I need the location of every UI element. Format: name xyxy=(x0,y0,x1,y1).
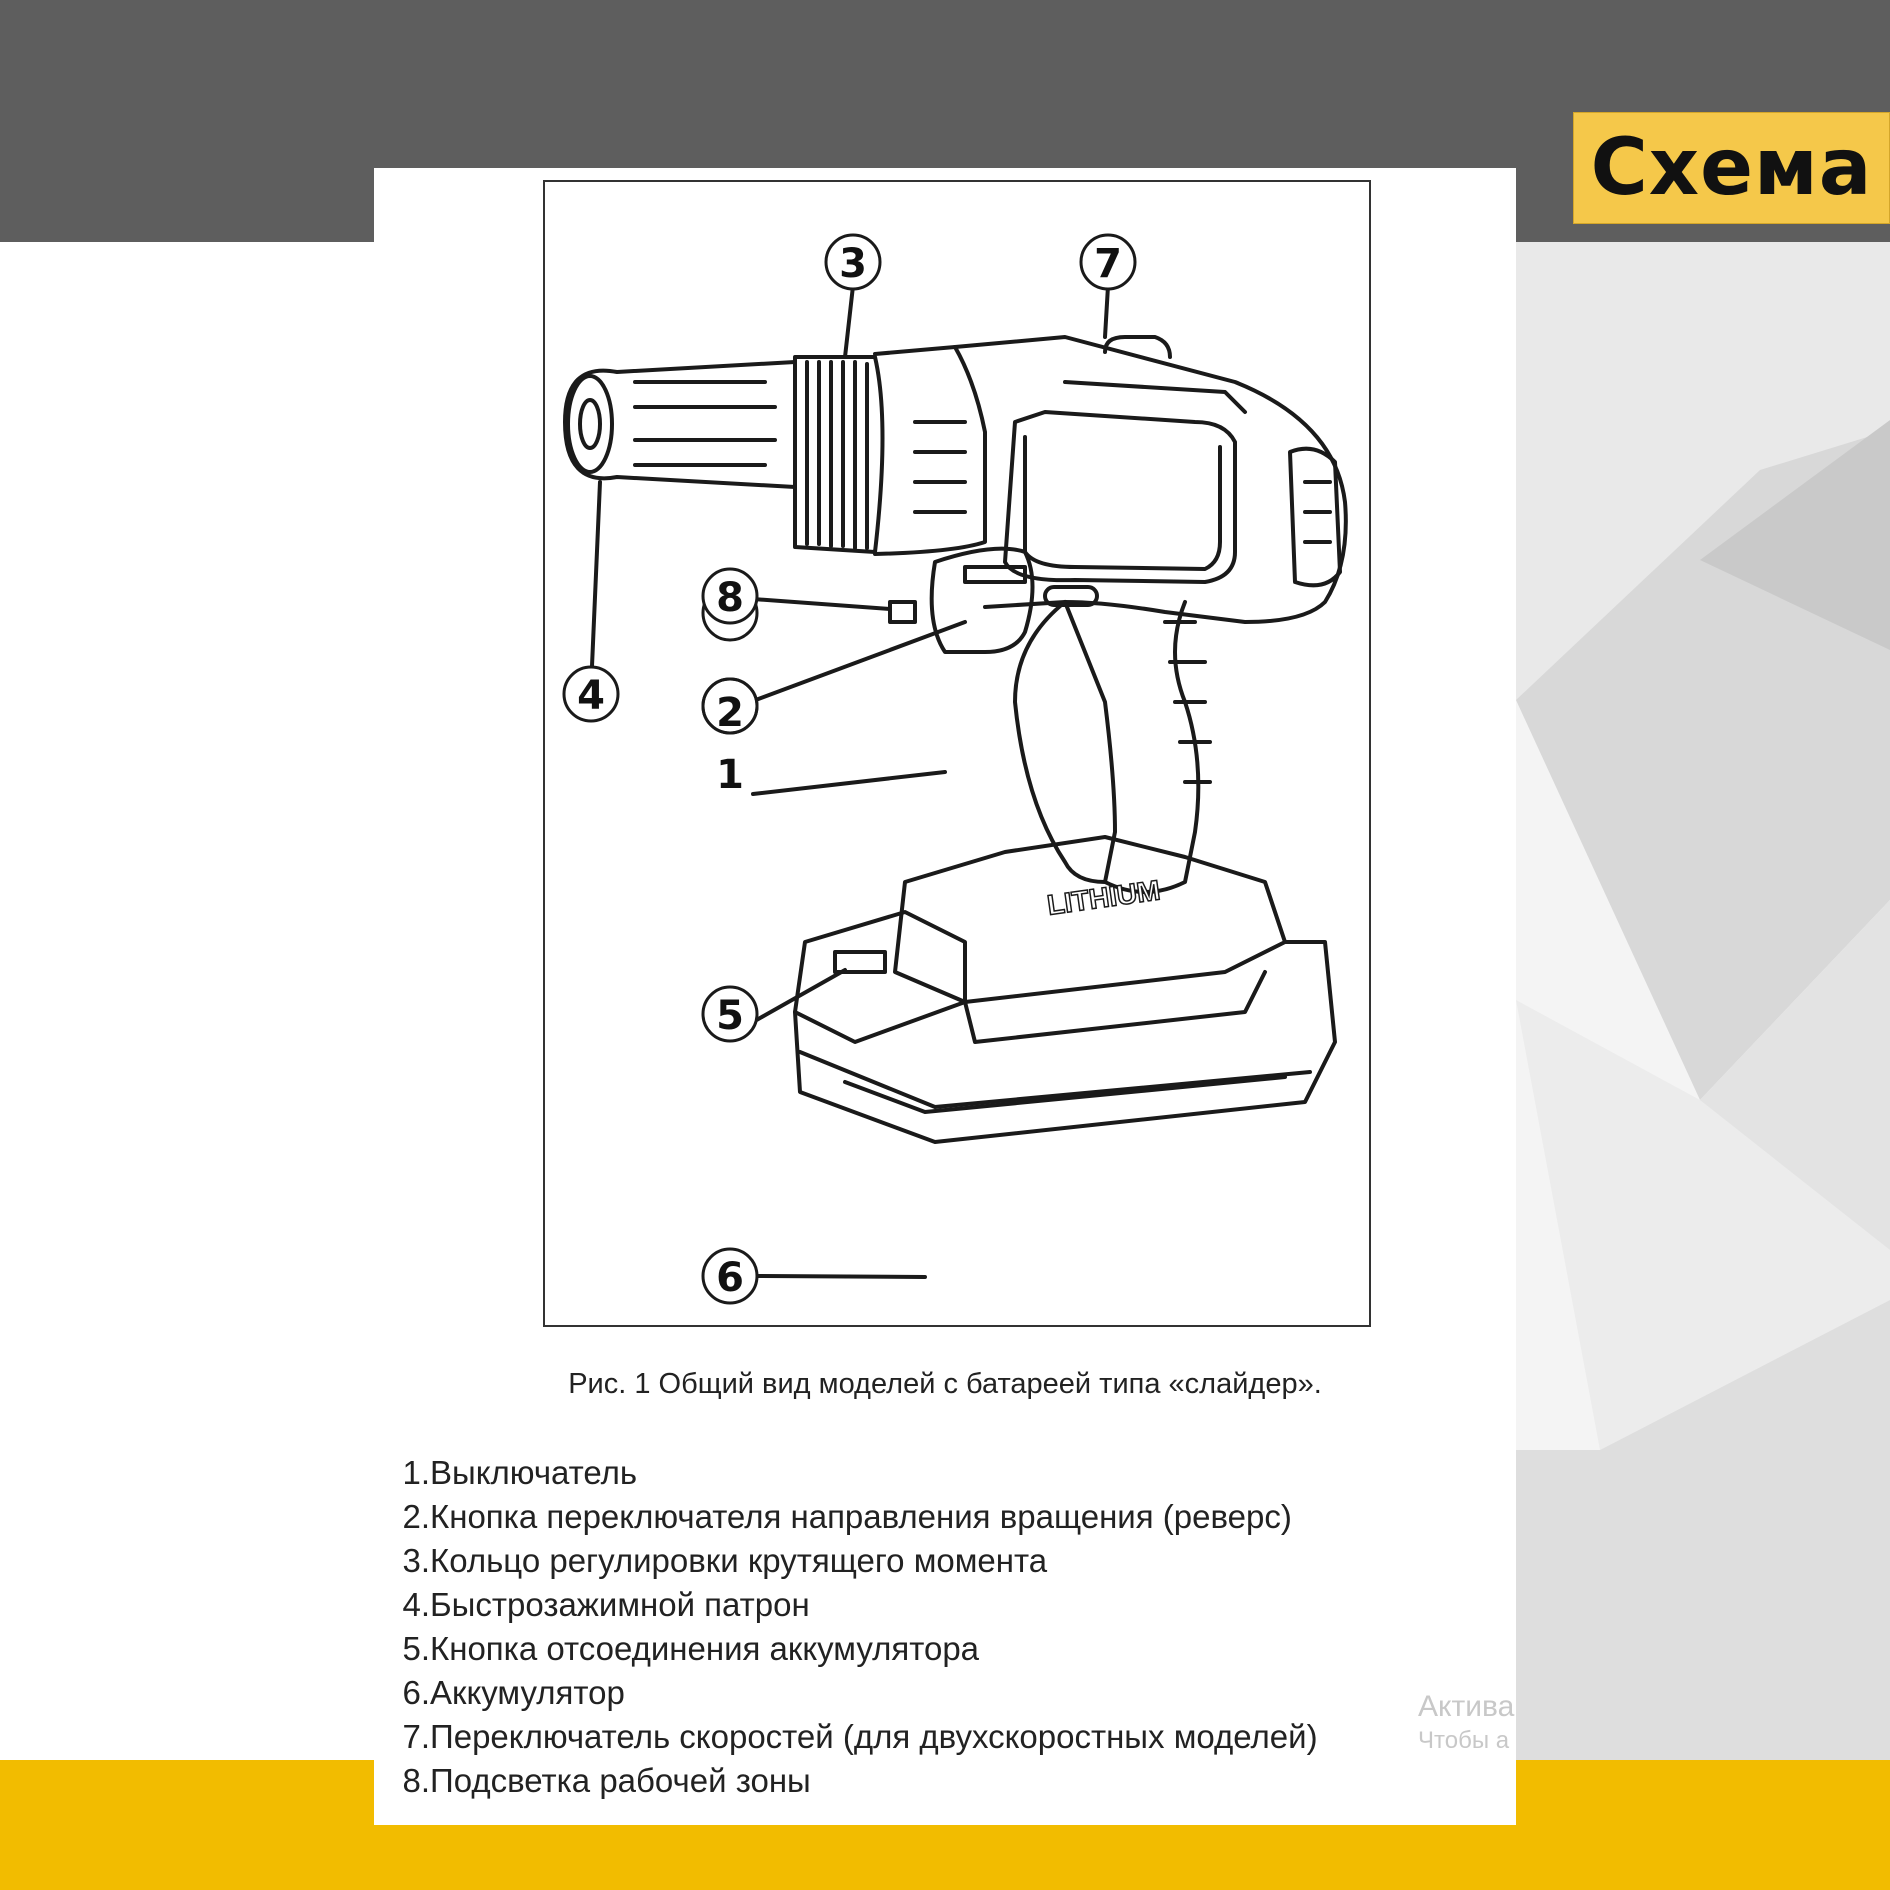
callout-label-2: 2 xyxy=(716,690,744,736)
legend-item: 4.Быстрозажимной патрон xyxy=(402,1586,810,1623)
callout-label-3: 3 xyxy=(839,241,867,287)
drill-figure xyxy=(543,180,1371,1327)
activation-watermark xyxy=(1418,1690,1514,1758)
watermark-line-2: Чтобы а xyxy=(1418,1727,1510,1754)
callout-label-1: 1 xyxy=(716,752,744,798)
title-badge xyxy=(1573,112,1890,224)
chuck-drawing xyxy=(565,362,795,487)
callout-markers xyxy=(564,235,1135,1303)
parts-legend xyxy=(396,1451,1318,1803)
callout-label-7: 7 xyxy=(1094,241,1122,287)
figure-caption: Рис. 1 Общий вид моделей с батареей типа «слайдер». xyxy=(568,1368,1322,1400)
battery-drawing xyxy=(795,837,1335,1142)
drill-illustration xyxy=(545,182,1373,1329)
left-panel xyxy=(0,242,374,1760)
callout-label-4: 4 xyxy=(577,673,605,719)
legend-item: 8.Подсветка рабочей зоны xyxy=(402,1762,811,1799)
torque-ring-drawing xyxy=(795,357,883,552)
watermark-line-1: Актива xyxy=(1418,1690,1515,1723)
document-page xyxy=(374,168,1516,1825)
legend-item: 7.Переключатель скоростей (для двухскоростных моделей) xyxy=(402,1718,1318,1755)
battery-label: LITHIUM xyxy=(1045,874,1163,921)
title-text: Схема xyxy=(1590,123,1873,213)
legend-item: 3.Кольцо регулировки крутящего момента xyxy=(402,1542,1048,1579)
callout-label-5: 5 xyxy=(716,993,744,1039)
callout-label-8: 8 xyxy=(716,575,744,621)
legend-item: 1.Выключатель xyxy=(402,1454,638,1491)
legend-item: 2.Кнопка переключателя направления вращения (реверс) xyxy=(402,1498,1292,1535)
legend-item: 6.Аккумулятор xyxy=(402,1674,625,1711)
legend-item: 5.Кнопка отсоединения аккумулятора xyxy=(402,1630,980,1667)
callout-label-6: 6 xyxy=(716,1255,744,1301)
